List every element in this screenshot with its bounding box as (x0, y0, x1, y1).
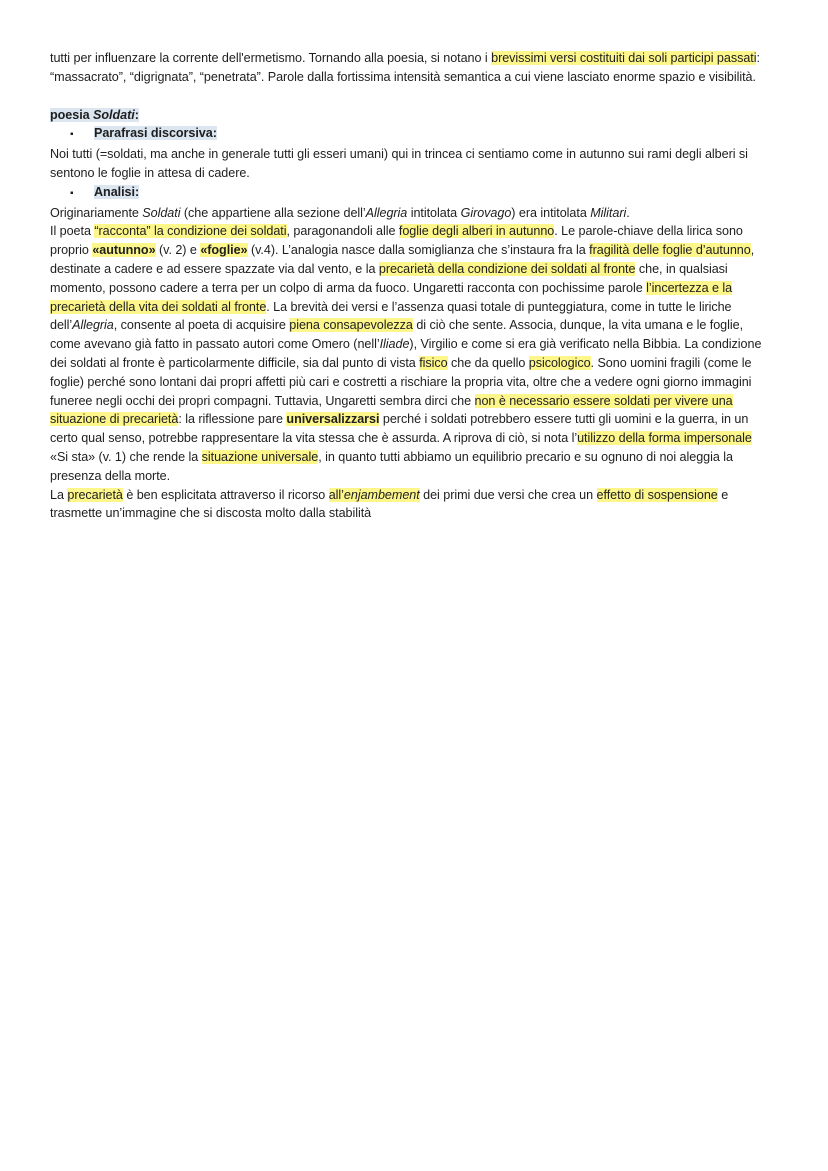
highlight: non è necessario essere soldati per vivere una situazione di precarietà (50, 393, 733, 427)
section-title: poesia Soldati: (50, 107, 139, 122)
analisi-paragraph-2: Il poeta “racconta” la condizione dei soldati, paragonandoli alle foglie degli alberi in autunno. Le parole-chiave della lirica sono proprio «autunno» (v. 2) e «foglie» (v.4). L’analogia nasce dalla somiglianza che s’instaura fra la fragilità delle foglie d’autunno, destinate a cadere e ad essere spazzate via dal vento, e la precarietà della condizione dei soldati al fronte che, in qualsiasi momento, possono cadere a terra per un colpo di arma da fuoco. Ungaretti racconta con pochissime parole l’incertezza e la precarietà della vita dei soldati al fronte. La brevità dei versi e l’assenza quasi totale di punteggiatura, come in tutte le liriche dell’Allegria, consente al poeta di acquisire piena consapevolezza di ciò che sente. Associa, dunque, la vita umana e le foglie, come avevano già fatto in passato autori come Omero (nell’Iliade), Virgilio e come si era già verificato nella Bibbia. La condizione dei soldati al fronte è particolarmente difficile, sia dal punto di vista fisico che da quello psicologico. Sono uomini fragili (come le foglie) perché sono lontani dai propri affetti più cari e costretti a rischiare la propria vita, oltre che a vedere ogni giorno immagini funeree negli occhi dei propri compagni. Tuttavia, Ungaretti sembra dirci che non è necessario essere soldati per vivere una situazione di precarietà: la riflessione pare universalizzarsi perché i soldati potrebbero essere tutti gli uomini e la guerra, in un certo qual senso, potrebbe rappresentare la vita stessa che è assurda. A riprova di ciò, si nota l’utilizzo della forma impersonale «Si sta» (v. 1) che rende la situazione universale, in quanto tutti abbiamo un equilibrio precario e su ognuno di noi aleggia la presenza della morte. (50, 224, 762, 483)
parafrasi-text: Noi tutti (=soldati, ma anche in generale tutti gli esseri umani) qui in trincea ci sentiamo come in autunno sui rami degli alberi si sentono le foglie in attesa di cadere. (50, 147, 748, 180)
highlight: «autunno» (92, 243, 156, 258)
intro-paragraph: tutti per influenzare la corrente dell'ermetismo. Tornando alla poesia, si notano i brevissimi versi costituiti dai soli participi passati: “massacrato”, “digrignata”, “penetrata”. Parole dalla fortissima intensità semantica a cui viene lasciato enorme spazio e visibilità. (50, 51, 760, 84)
bullet-icon: ▪ (70, 187, 74, 199)
bullet-icon: ▪ (70, 129, 74, 141)
parafrasi-heading: ▪ Parafrasi discorsiva: (50, 124, 768, 145)
highlight: all’enjambement (328, 487, 420, 502)
highlight: “racconta” la condizione dei soldati (94, 224, 287, 239)
highlight: l’incertezza e la precarietà della vita dei soldati al fronte (50, 280, 733, 314)
analisi-heading: ▪ Analisi: (50, 183, 768, 204)
highlight: effetto di sospensione (596, 487, 718, 502)
highlight: piena consapevolezza (289, 318, 413, 333)
spacer (50, 87, 768, 106)
analisi-paragraph-3: La precarietà è ben esplicitata attraverso il ricorso all’enjambement dei primi due versi che crea un effetto di sospensione e trasmette un’immagine che si discosta molto dalla stabilità (50, 487, 729, 521)
highlight: precarietà (67, 487, 123, 502)
highlight: fragilità delle foglie d’autunno (589, 243, 751, 258)
highlight: brevissimi versi costituiti dai soli participi passati (491, 51, 757, 65)
highlight: utilizzo della forma impersonale (577, 431, 752, 446)
highlight: precarietà della condizione dei soldati al fronte (378, 261, 636, 276)
highlight: psicologico (528, 355, 591, 370)
highlight: situazione universale (201, 449, 319, 464)
analisi-paragraph-1: Originariamente Soldati (che appartiene alla sezione dell’Allegria intitolata Girovago) era intitolata Militari. (50, 205, 630, 220)
highlight: foglie degli alberi in autunno (398, 224, 555, 239)
highlight: «foglie» (200, 243, 248, 258)
highlight: universalizzarsi (286, 412, 380, 427)
highlight: fisico (419, 355, 448, 370)
